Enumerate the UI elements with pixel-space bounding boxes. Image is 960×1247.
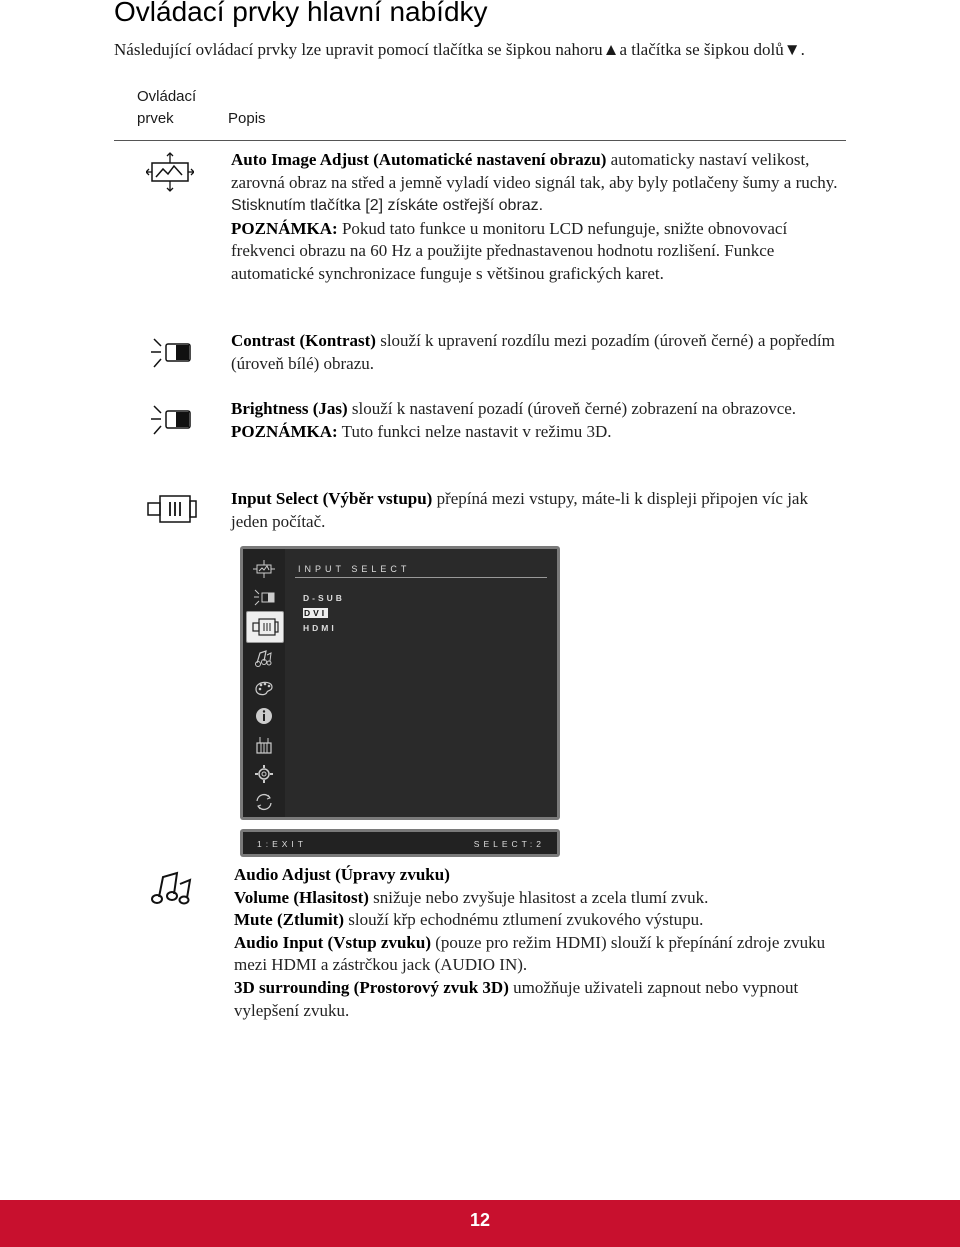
header-divider bbox=[114, 140, 846, 141]
osd-input-select-icon-selected bbox=[246, 611, 284, 643]
mute-label: Mute (Ztlumit) bbox=[234, 910, 345, 930]
column-header-control-line1: Ovládací bbox=[137, 88, 197, 105]
mute-text-accent: ř bbox=[401, 910, 408, 930]
osd-sidebar bbox=[243, 549, 285, 817]
osd-color-icon bbox=[253, 676, 275, 698]
contrast-text: slouží k upravení rozdílu mezi pozadím (úroveň černé) a popředím (úroveň bílé) obrazu. bbox=[231, 331, 835, 373]
audio-input-label: Audio Input (Vstup zvuku) bbox=[234, 932, 431, 952]
page-footer bbox=[0, 1200, 960, 1247]
surround-3d-text: umožňuje uživateli zapnout nebo vypnout vylepšení zvuku. bbox=[234, 977, 799, 1020]
osd-control-bar bbox=[240, 829, 560, 857]
osd-inner bbox=[243, 549, 557, 817]
auto-image-adjust-hint: Stisknutím tlačítka [2] získáte ostřejší obraz. bbox=[231, 197, 544, 215]
input-select-description bbox=[231, 488, 843, 533]
column-header-description: Popis bbox=[228, 110, 266, 127]
osd-option-dvi-selected[interactable]: DVI bbox=[304, 608, 328, 618]
osd-title-divider bbox=[295, 577, 547, 578]
audio-adjust-description bbox=[234, 864, 834, 1022]
brightness-text: slouží k nastavení pozadí (úroveň černé) zobrazení na obrazovce. bbox=[347, 399, 797, 418]
osd-select-label: SELECT:2 bbox=[473, 839, 545, 849]
osd-option-hdmi[interactable]: HDMI bbox=[303, 623, 337, 633]
column-header-control-line2: prvek bbox=[137, 110, 174, 127]
note-label: POZNÁMKA: bbox=[231, 421, 338, 441]
osd-option-dsub[interactable]: D-SUB bbox=[303, 593, 345, 603]
brightness-note: Tuto funkci nelze nastavit v režimu 3D. bbox=[337, 421, 612, 441]
intro-text-1: Následující ovládací prvky lze upravit pomocí tlačítka se šipkou nahoru bbox=[114, 40, 603, 59]
surround-3d-label: 3D surrounding (Prostorový zvuk 3D) bbox=[234, 977, 509, 997]
mute-text: slouží k bbox=[344, 910, 402, 930]
brightness-label: Brightness (Jas) bbox=[231, 399, 348, 418]
volume-label: Volume (Hlasitost) bbox=[234, 887, 369, 907]
auto-image-adjust-note: Pokud tato funkce u monitoru LCD nefunguje, snižte obnovovací frekvenci obrazu na 60 Hz a použijte přednastavenou hodnotu rozlišení. Funkce automatické synchronizace funguje s většinou grafických karet. bbox=[231, 218, 788, 283]
osd-exit-label: 1:EXIT bbox=[257, 839, 307, 849]
intro-text-3: . bbox=[800, 40, 805, 59]
osd-audio-icon bbox=[253, 647, 275, 669]
note-label: POZNÁMKA: bbox=[231, 218, 338, 238]
osd-manual-image-icon bbox=[253, 734, 275, 756]
auto-image-adjust-icon bbox=[146, 152, 194, 192]
contrast-icon bbox=[150, 336, 194, 372]
column-header-control bbox=[137, 86, 196, 130]
intro-paragraph bbox=[114, 38, 854, 62]
brightness-description bbox=[231, 398, 843, 443]
osd-info-icon bbox=[253, 705, 275, 727]
input-select-text: přepíná mezi vstupy, máte-li k displeji připojen víc jak jeden počítač. bbox=[231, 489, 808, 531]
page-number: 12 bbox=[469, 1210, 491, 1230]
volume-text: snižuje nebo zvyšuje hlasitost a zcela tlumí zvuk. bbox=[368, 887, 709, 907]
input-select-icon bbox=[146, 490, 198, 528]
auto-image-adjust-description bbox=[231, 149, 843, 286]
input-select-label: Input Select (Výběr vstupu) bbox=[231, 489, 433, 508]
audio-input-text: (pouze pro režim HDMI) slouží k přepínání zdroje zvuku mezi HDMI a zástrčkou jack (AUDIO IN). bbox=[234, 932, 826, 975]
osd-setup-icon bbox=[253, 763, 275, 785]
contrast-description bbox=[231, 330, 843, 375]
contrast-label: Contrast (Kontrast) bbox=[231, 331, 376, 350]
auto-image-adjust-text: automaticky nastaví velikost, zarovná obraz na střed a jemně vyladí video signál tak, aby byly potlačeny šumy a ruchy. bbox=[231, 150, 838, 192]
intro-text-2: a tlačítka se šipkou dolů bbox=[619, 40, 784, 59]
audio-adjust-heading: Audio Adjust (Úpravy zvuku) bbox=[234, 865, 450, 884]
osd-screen bbox=[240, 546, 560, 820]
auto-image-adjust-label: Auto Image Adjust (Automatické nastavení obrazu) bbox=[231, 150, 607, 169]
arrow-down-icon: ▼ bbox=[783, 40, 801, 59]
arrow-up-icon: ▲ bbox=[602, 40, 620, 59]
osd-auto-image-icon bbox=[253, 558, 275, 580]
brightness-icon bbox=[150, 403, 194, 439]
osd-memory-recall-icon bbox=[253, 791, 275, 813]
mute-text-end: p echodnému ztlumení zvukového výstupu. bbox=[407, 910, 704, 930]
page-title: Ovládací prvky hlavní nabídky bbox=[114, 0, 488, 27]
audio-adjust-icon bbox=[150, 868, 196, 908]
osd-title: INPUT SELECT bbox=[298, 564, 411, 574]
osd-main-panel bbox=[285, 549, 557, 817]
osd-brightness-icon bbox=[253, 587, 275, 609]
